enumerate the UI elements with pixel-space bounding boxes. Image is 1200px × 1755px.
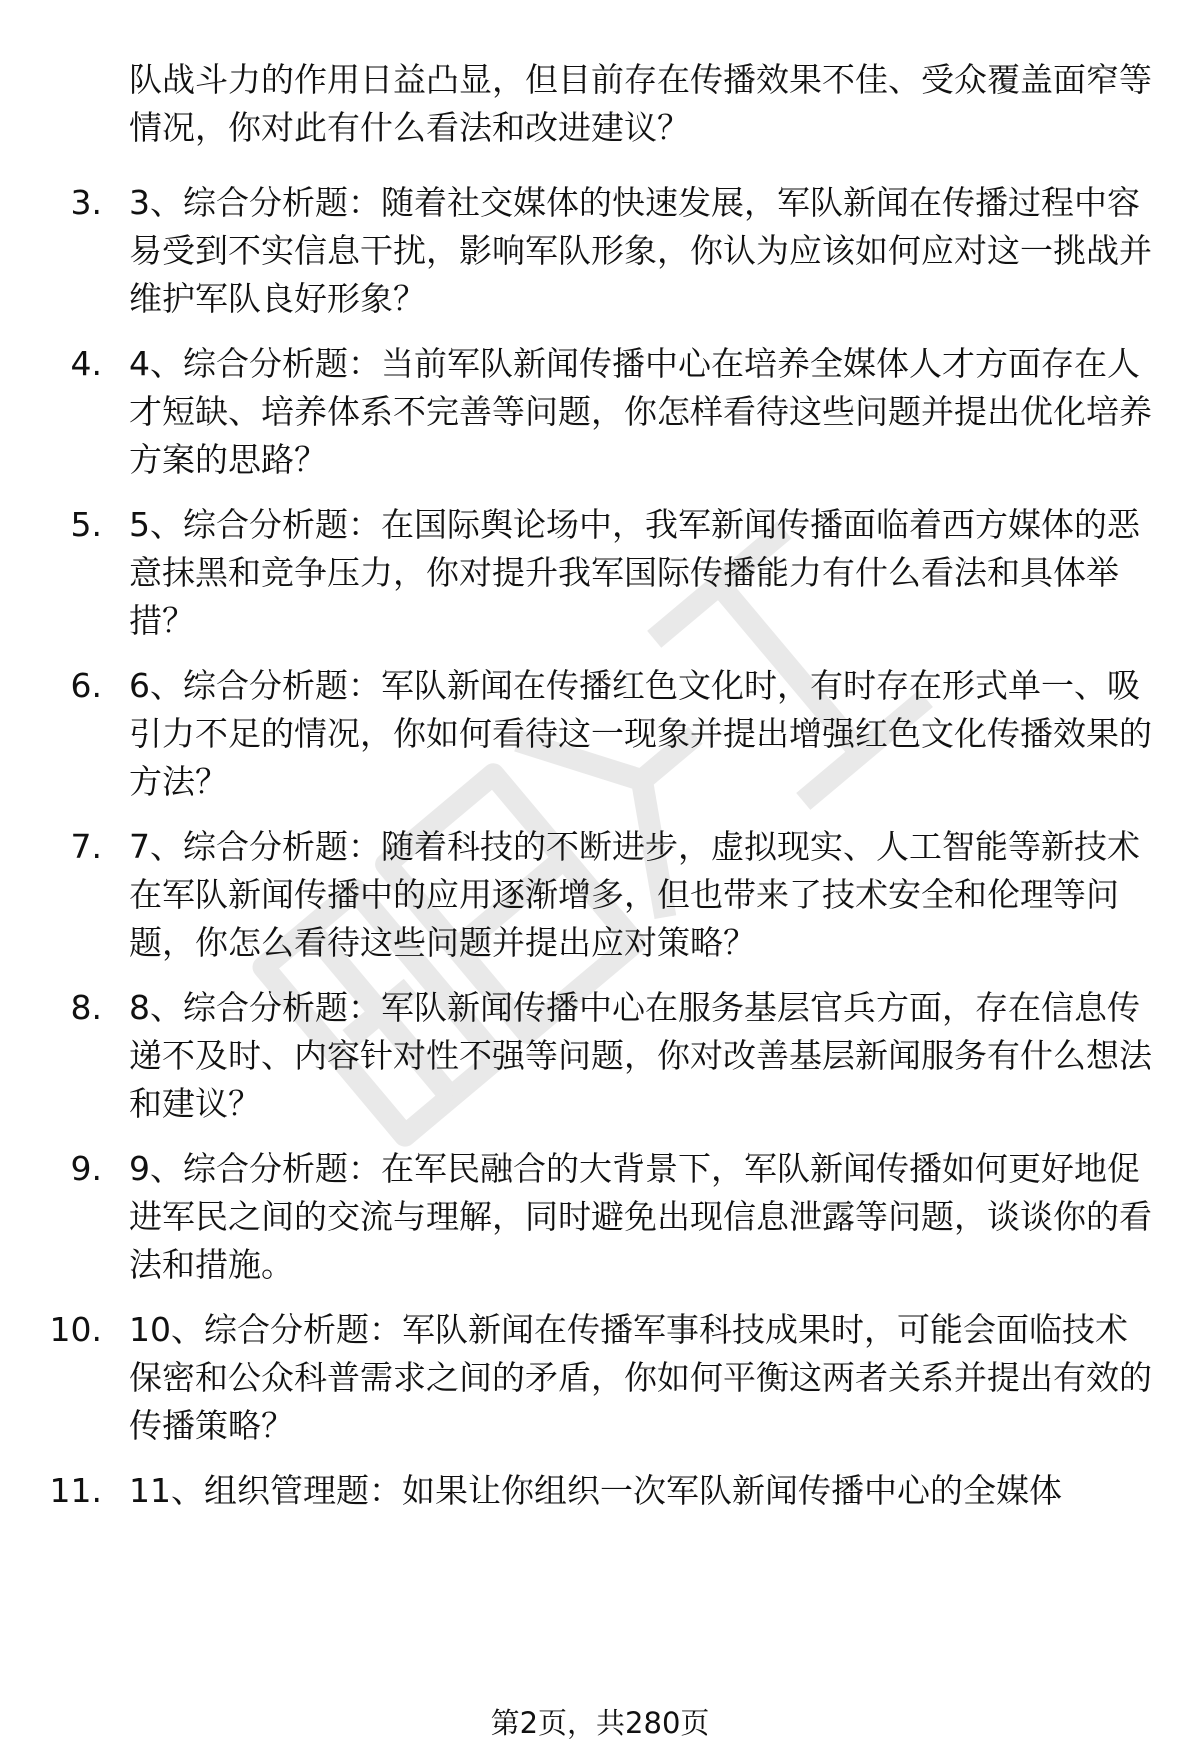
question-text: 8、综合分析题：军队新闻传播中心在服务基层官兵方面，存在信息传递不及时、内容针对性不强等问题，你对改善基层新闻服务有什么想法和建议？ (129, 988, 1152, 1123)
question-text: 5、综合分析题：在国际舆论场中，我军新闻传播面临着西方媒体的恶意抹黑和竞争压力，你对提升我军国际传播能力有什么看法和具体举措？ (129, 505, 1140, 640)
question-number: 11. (49, 1471, 102, 1510)
question-number: 8. (70, 988, 102, 1027)
question-text: 7、综合分析题：随着科技的不断进步，虚拟现实、人工智能等新技术在军队新闻传播中的应用逐渐增多，但也带来了技术安全和伦理等问题，你怎么看待这些问题并提出应对策略？ (129, 827, 1140, 962)
question-text: 9、综合分析题：在军民融合的大背景下，军队新闻传播如何更好地促进军民之间的交流与理解，同时避免出现信息泄露等问题，谈谈你的看法和措施。 (129, 1149, 1152, 1284)
page-footer: 第2页，共280页 (490, 1706, 710, 1740)
question-number: 4. (70, 344, 102, 383)
continuation-paragraph: 队战斗力的作用日益凸显，但目前存在传播效果不佳、受众覆盖面窄等情况，你对此有什么看法和改进建议？ (129, 60, 1152, 147)
question-number: 10. (49, 1310, 102, 1349)
question-number: 7. (70, 827, 102, 866)
question-number: 3. (70, 183, 102, 222)
question-number: 5. (70, 505, 102, 544)
question-text: 4、综合分析题：当前军队新闻传播中心在培养全媒体人才方面存在人才短缺、培养体系不完善等问题，你怎样看待这些问题并提出优化培养方案的思路？ (129, 344, 1152, 479)
question-number: 6. (70, 666, 102, 705)
question-text: 10、综合分析题：军队新闻在传播军事科技成果时，可能会面临技术保密和公众科普需求之间的矛盾，你如何平衡这两者关系并提出有效的传播策略？ (129, 1310, 1152, 1445)
question-text: 3、综合分析题：随着社交媒体的快速发展，军队新闻在传播过程中容易受到不实信息干扰，影响军队形象，你认为应该如何应对这一挑战并维护军队良好形象？ (129, 183, 1152, 318)
question-text: 11、组织管理题：如果让你组织一次军队新闻传播中心的全媒体 (129, 1471, 1062, 1510)
question-number: 9. (70, 1149, 102, 1188)
question-text: 6、综合分析题：军队新闻在传播红色文化时，有时存在形式单一、吸引力不足的情况，你如何看待这一现象并提出增强红色文化传播效果的方法？ (129, 666, 1152, 801)
